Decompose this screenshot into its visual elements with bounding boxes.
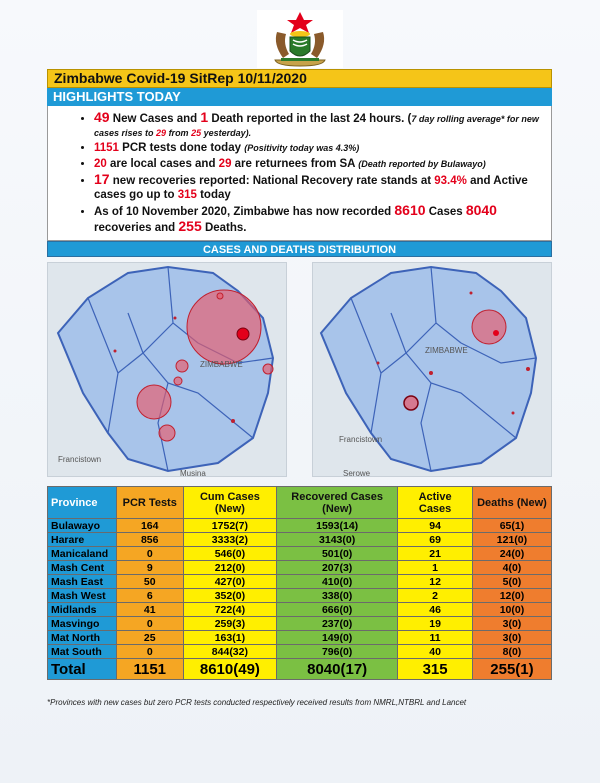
table-row [48, 631, 552, 645]
map-label-musina: Musina [180, 469, 206, 477]
bullet-text: are local cases and [106, 157, 219, 170]
table-cell: 338(0) [277, 589, 398, 603]
cum-recoveries-value: 8040 [465, 202, 497, 218]
map-label-serowe: Serowe [343, 469, 371, 477]
table-cell: 121(0) [472, 533, 551, 547]
bullet-text: As of 10 November 2020, Zimbabwe has now recorded [94, 206, 395, 218]
table-cell: 546(0) [183, 547, 276, 561]
table-cell: 212(0) [183, 561, 276, 575]
bullet-text: are returnees from SA [231, 157, 359, 170]
cases-map [47, 262, 287, 477]
highlights-heading: HIGHLIGHTS TODAY [47, 88, 552, 106]
active-cases-value: 315 [177, 188, 197, 201]
bullet-text: Cases [425, 206, 466, 218]
table-cell: Mash West [48, 589, 117, 603]
bullet-note: from [166, 127, 192, 138]
table-cell: 3(0) [472, 617, 551, 631]
table-cell: Bulawayo [48, 519, 117, 533]
table-cell: 11 [398, 631, 473, 645]
table-row [48, 645, 552, 659]
table-cell: 237(0) [277, 617, 398, 631]
bullet-text: new recoveries reported: National Recovery rate stands at [109, 175, 435, 187]
bullet-note: yesterday). [201, 127, 252, 138]
province-table [47, 486, 552, 680]
table-cell: Mash Cent [48, 561, 117, 575]
table-cell: 25 [116, 631, 183, 645]
map-label-country: ZIMBABWE [200, 360, 243, 369]
header-cum-cases: Cum Cases (New) [183, 487, 276, 519]
avg-new-value: 29 [156, 127, 167, 138]
bullet-text: Death reported in the last 24 hours. ( [208, 113, 412, 125]
table-cell: 69 [398, 533, 473, 547]
table-cell: 19 [398, 617, 473, 631]
table-cell: Masvingo [48, 617, 117, 631]
bullet-cumulative [94, 204, 543, 235]
table-cell: 427(0) [183, 575, 276, 589]
map-label-francistown: Francistown [339, 435, 383, 444]
table-cell: 65(1) [472, 519, 551, 533]
cum-cases-value: 8610 [394, 202, 426, 218]
table-cell: 4(0) [472, 561, 551, 575]
total-cell: Total [48, 659, 117, 680]
total-cell: 8610(49) [183, 659, 276, 680]
table-row [48, 575, 552, 589]
table-cell: 666(0) [277, 603, 398, 617]
header-deaths: Deaths (New) [472, 487, 551, 519]
bullet-note: 7 day rolling average* for new cases rises to [94, 114, 539, 138]
avg-prev-value: 25 [191, 127, 202, 138]
table-cell: 207(3) [277, 561, 398, 575]
map-label-francistown: Francistown [58, 455, 102, 464]
table-row [48, 617, 552, 631]
bullet-note: (Positivity today was 4.3%) [244, 143, 360, 153]
bullet-text: and Active cases go up to [94, 175, 528, 201]
cum-deaths-value: 255 [178, 217, 202, 234]
table-cell: Mat North [48, 631, 117, 645]
table-cell: 856 [116, 533, 183, 547]
header-pcr-tests: PCR Tests [116, 487, 183, 519]
bullet-text: PCR tests done today [118, 142, 245, 154]
coat-of-arms-icon [257, 10, 343, 68]
table-cell: 0 [116, 617, 183, 631]
returnees-value: 29 [218, 157, 232, 170]
table-cell: 410(0) [277, 575, 398, 589]
table-total-row [48, 659, 552, 680]
table-cell: 12(0) [472, 589, 551, 603]
recoveries-value: 17 [94, 171, 110, 187]
table-row [48, 547, 552, 561]
bullet-text: recoveries and [94, 221, 179, 234]
new-deaths-value: 1 [200, 109, 209, 125]
table-cell: 844(32) [183, 645, 276, 659]
highlights-box [47, 106, 552, 241]
table-cell: 3333(2) [183, 533, 276, 547]
map-label-country: ZIMBABWE [425, 346, 468, 355]
header-recovered: Recovered Cases (New) [277, 487, 398, 519]
table-cell: 796(0) [277, 645, 398, 659]
bullet-recoveries [94, 173, 543, 202]
header-active: Active Cases [398, 487, 473, 519]
report-title: Zimbabwe Covid-19 SitRep 10/11/2020 [47, 69, 552, 88]
table-cell: 722(4) [183, 603, 276, 617]
table-cell: 9 [116, 561, 183, 575]
table-cell: 3143(0) [277, 533, 398, 547]
deaths-map [312, 262, 552, 477]
table-header-row [48, 487, 552, 519]
table-row [48, 589, 552, 603]
table-row [48, 519, 552, 533]
table-cell: 501(0) [277, 547, 398, 561]
table-cell: 149(0) [277, 631, 398, 645]
table-cell: 21 [398, 547, 473, 561]
table-row [48, 561, 552, 575]
bullet-text: Deaths. [201, 221, 247, 234]
total-cell: 8040(17) [277, 659, 398, 680]
table-cell: Manicaland [48, 547, 117, 561]
table-cell: 46 [398, 603, 473, 617]
table-cell: Mat South [48, 645, 117, 659]
table-row [48, 603, 552, 617]
table-cell: 8(0) [472, 645, 551, 659]
table-cell: 163(1) [183, 631, 276, 645]
bullet-text: today [196, 188, 231, 201]
table-cell: 1 [398, 561, 473, 575]
distribution-heading: CASES AND DEATHS DISTRIBUTION [47, 241, 552, 257]
tests-value: 1151 [94, 142, 119, 154]
bullet-note: (Death reported by Bulawayo) [358, 158, 486, 169]
table-row [48, 533, 552, 547]
table-cell: 24(0) [472, 547, 551, 561]
table-cell: 40 [398, 645, 473, 659]
bullet-new-cases [94, 111, 543, 140]
highlights-list [48, 106, 551, 235]
table-cell: 3(0) [472, 631, 551, 645]
table-cell: 94 [398, 519, 473, 533]
bullet-text: New Cases and [109, 113, 201, 125]
total-cell: 255(1) [472, 659, 551, 680]
bullet-tests [94, 142, 543, 156]
table-cell: 41 [116, 603, 183, 617]
deaths-map-graphic [313, 263, 552, 477]
table-cell: 50 [116, 575, 183, 589]
table-cell: 5(0) [472, 575, 551, 589]
cases-map-graphic [48, 263, 287, 477]
table-cell: 259(3) [183, 617, 276, 631]
new-cases-value: 49 [94, 109, 110, 125]
table-cell: Midlands [48, 603, 117, 617]
header-province: Province [48, 487, 117, 519]
table-cell: 12 [398, 575, 473, 589]
table-cell: 6 [116, 589, 183, 603]
local-cases-value: 20 [94, 157, 107, 170]
total-cell: 315 [398, 659, 473, 680]
table-cell: 2 [398, 589, 473, 603]
table-cell: 164 [116, 519, 183, 533]
footnote: *Provinces with new cases but zero PCR tests conducted respectively received results from NMRL,NTBRL and Lancet [47, 698, 467, 707]
table-cell: 352(0) [183, 589, 276, 603]
recovery-rate-value: 93.4% [434, 175, 467, 187]
bullet-local-returnees [94, 158, 543, 172]
total-cell: 1151 [116, 659, 183, 680]
table-cell: 10(0) [472, 603, 551, 617]
table-cell: 0 [116, 645, 183, 659]
table-cell: 1752(7) [183, 519, 276, 533]
table-cell: Harare [48, 533, 117, 547]
table-cell: Mash East [48, 575, 117, 589]
table-cell: 0 [116, 547, 183, 561]
table-cell: 1593(14) [277, 519, 398, 533]
